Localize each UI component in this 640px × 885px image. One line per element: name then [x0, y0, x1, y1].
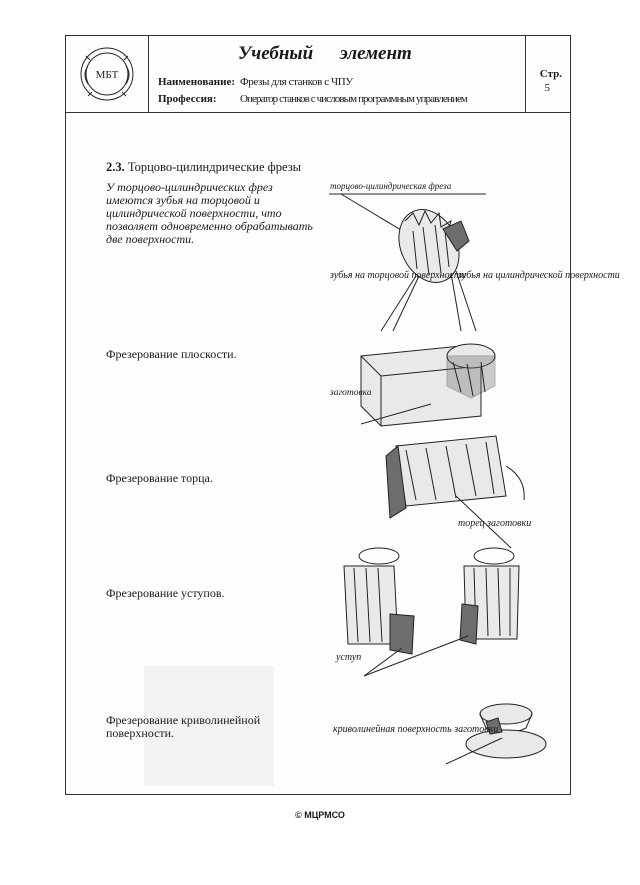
figure-face-cylindrical-cutter: [321, 191, 561, 321]
figure-plane-milling: [321, 316, 541, 426]
label-workpiece: заготовка: [330, 388, 372, 398]
profession-value: Оператор станков с числовым программным управлением: [240, 93, 467, 105]
label-step: уступ: [336, 652, 362, 663]
document-header: [66, 36, 570, 113]
name-value: Фрезы для станков с ЧПУ: [240, 76, 353, 88]
section-number: 2.3.: [106, 160, 125, 174]
operation-end: Фрезерование торца.: [106, 471, 213, 485]
logo-cell: [66, 36, 149, 112]
name-label: Наименование:: [158, 76, 235, 88]
section-heading: [106, 160, 301, 175]
figure-step-milling: [334, 544, 564, 664]
logo-lettering: МБТ: [95, 69, 119, 81]
section-intro: У торцово-цилиндрических фрез имеются зубья на торцовой и цилиндрической поверхности, что позволяет одновременно обрабатывать две поверхности.: [106, 180, 313, 246]
section-title: Торцово-цилиндрические фрезы: [127, 160, 302, 174]
label-cutter: торцово-цилиндрическая фреза: [330, 181, 452, 191]
operation-steps: Фрезерование уступов.: [106, 586, 225, 600]
label-curved-surface: криволинейная поверхность заготовки: [333, 724, 499, 735]
profession-label: Профессия:: [158, 93, 217, 105]
operation-curved: Фрезерование криволинейной поверхности.: [106, 713, 261, 740]
document-page: [65, 35, 620, 795]
operation-plane: Фрезерование плоскости.: [106, 347, 237, 361]
label-face-teeth: зубья на торцовой поверхности: [330, 270, 467, 281]
page-number-cell: [525, 36, 570, 112]
figure-end-milling: [376, 436, 596, 546]
name-row: [158, 76, 353, 88]
unit-title: Учебный элемент: [238, 43, 412, 64]
page-number: 5: [544, 82, 550, 94]
label-end-face: торец заготовки: [458, 518, 532, 529]
profession-row: [158, 93, 467, 105]
institution-logo: [66, 36, 148, 112]
label-cylindrical-teeth: зубья на цилиндрической поверхности: [458, 270, 620, 281]
page-label: Стр.: [539, 68, 562, 80]
copyright-notice: © МЦРМСО: [295, 810, 345, 820]
